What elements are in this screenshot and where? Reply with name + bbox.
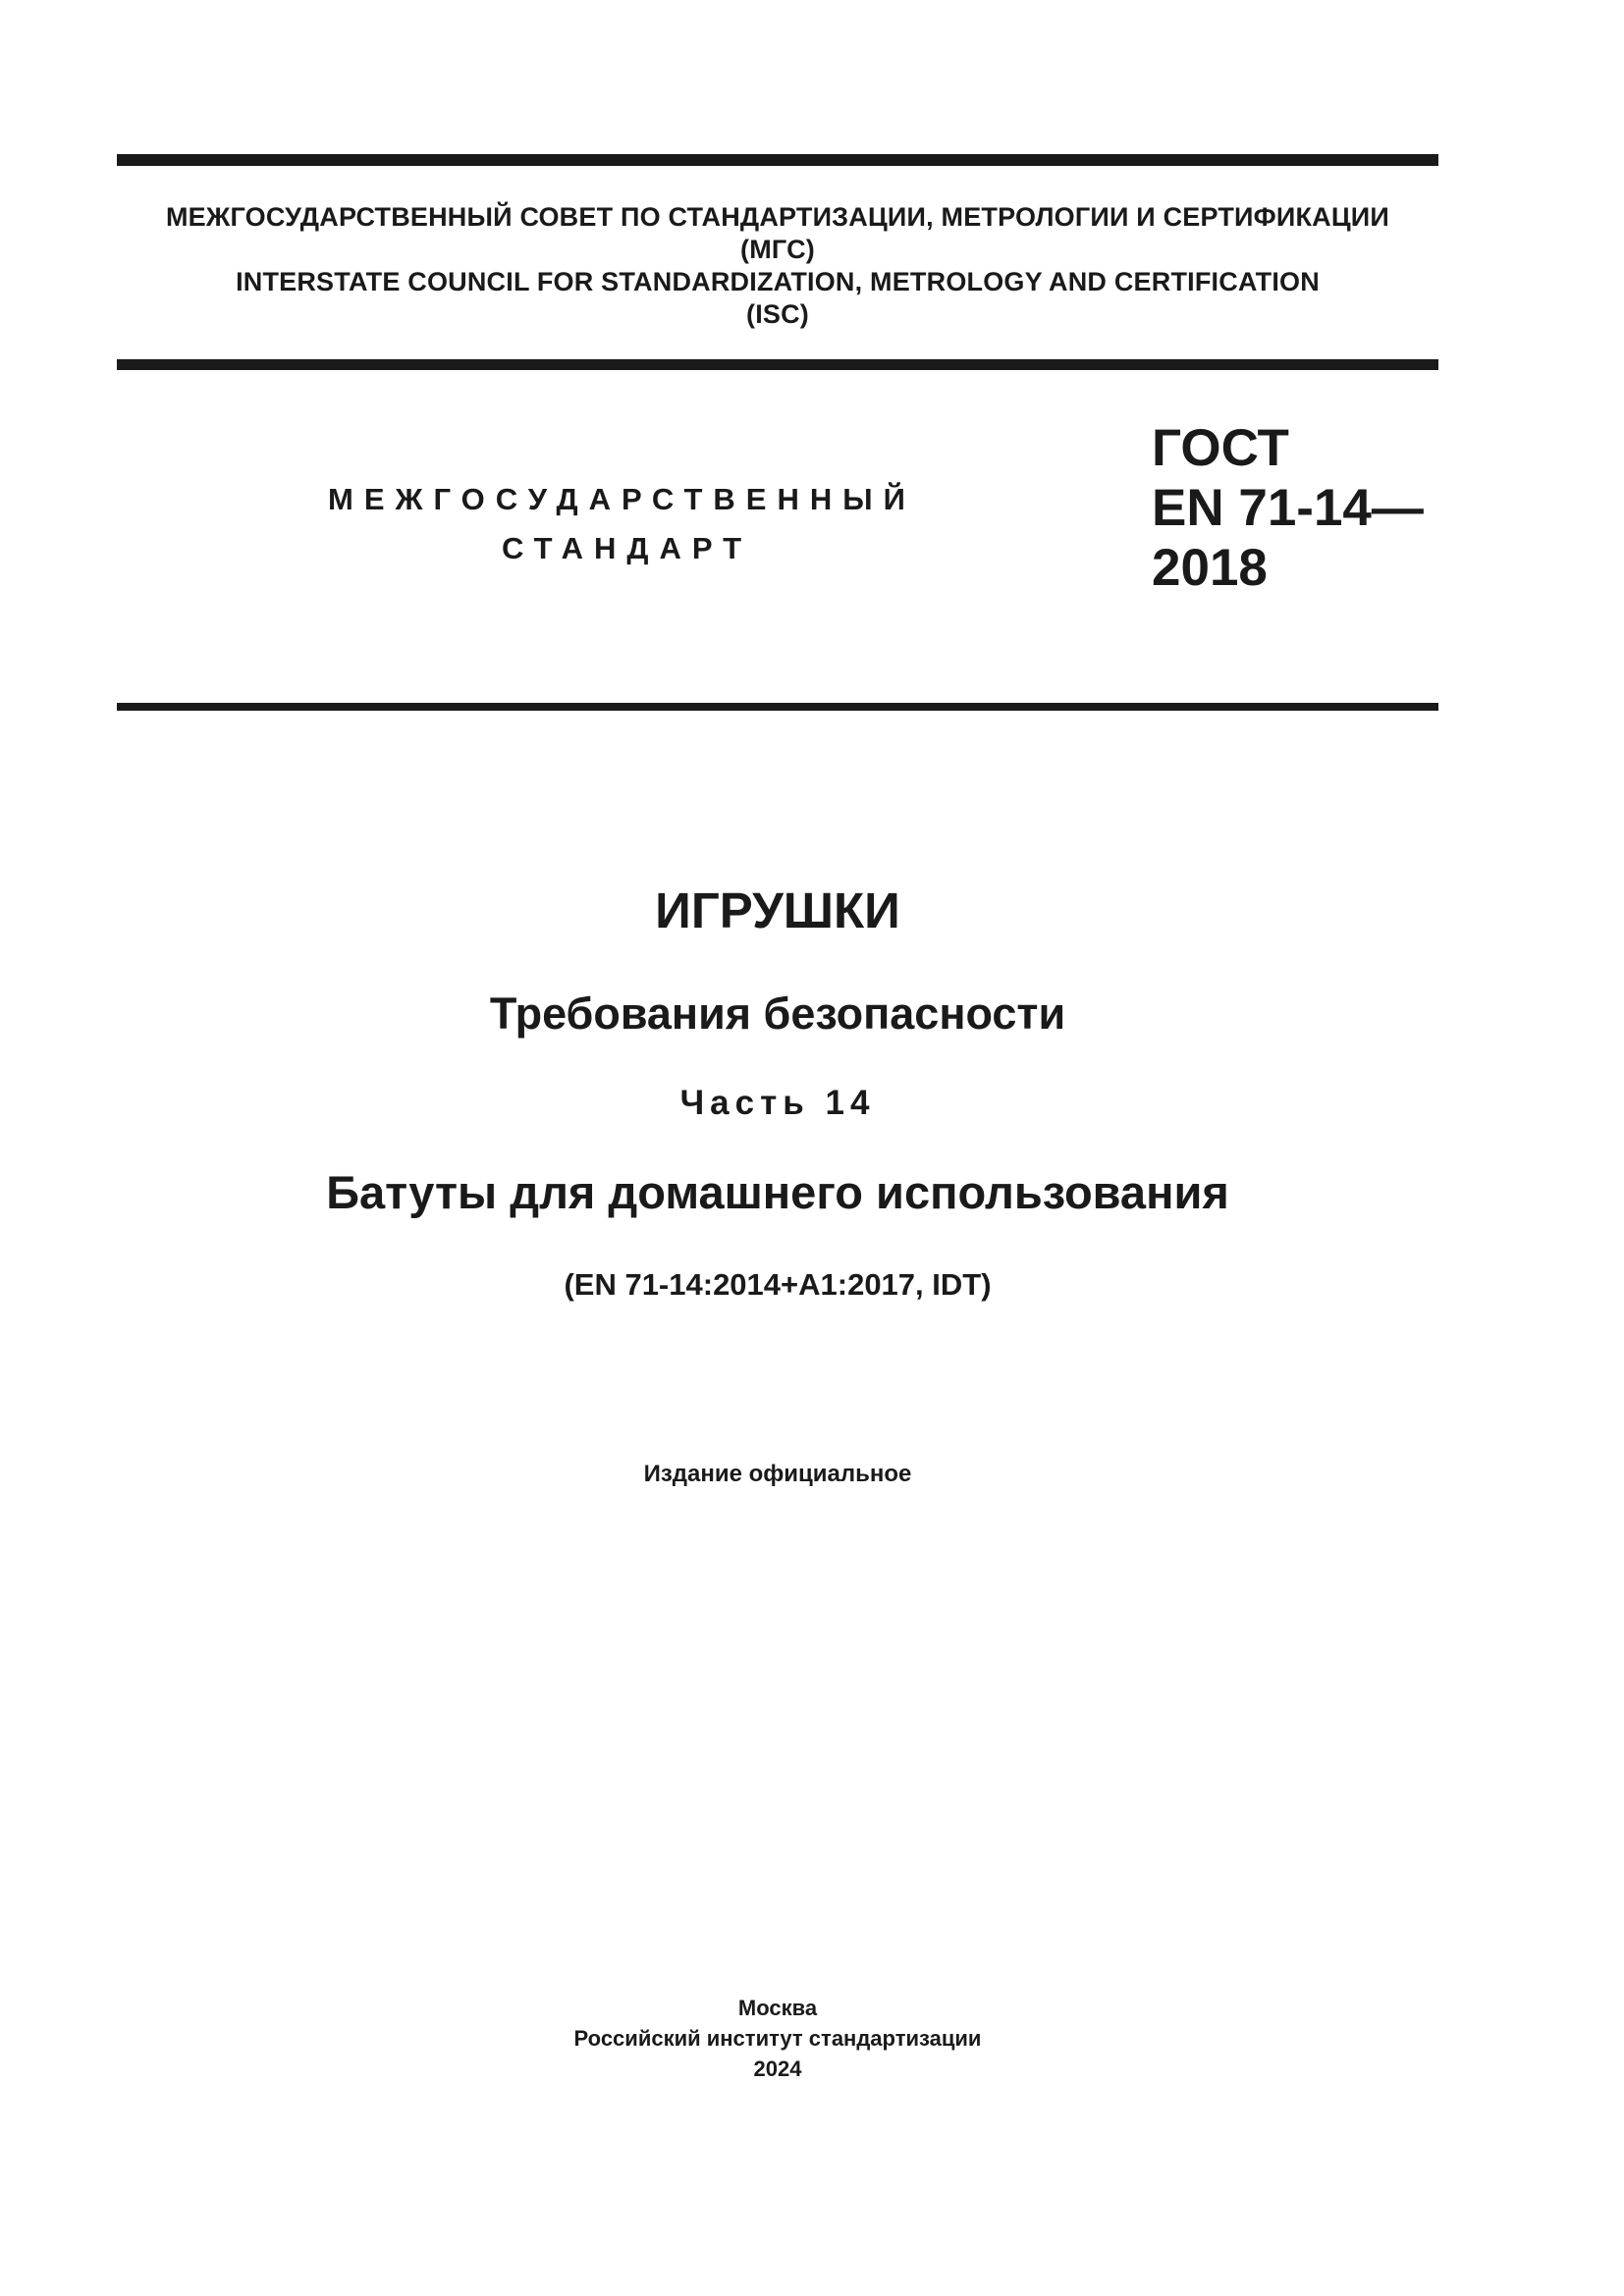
standard-type-line2: СТАНДАРТ [502, 531, 753, 565]
council-abbr-en: (ISC) [746, 299, 809, 329]
standard-type-line1: МЕЖГОСУДАРСТВЕННЫЙ [328, 482, 916, 516]
reference-standard: (EN 71-14:2014+A1:2017, IDT) [564, 1267, 992, 1302]
imprint [117, 1993, 1438, 2084]
header-rule [117, 359, 1438, 370]
document-subtitle: Требования безопасности [489, 988, 1066, 1039]
council-name-ru: МЕЖГОСУДАРСТВЕННЫЙ СОВЕТ ПО СТАНДАРТИЗАЦИИ, МЕТРОЛОГИИ И СЕРТИФИКАЦИИ [165, 202, 1390, 232]
edition-note: Издание официальное [643, 1461, 912, 1487]
designation-line2: EN 71-14— [1152, 479, 1424, 537]
imprint-publisher: Российский институт стандартизации [573, 2026, 982, 2051]
standard-designation [1152, 418, 1424, 598]
council-name-en: INTERSTATE COUNCIL FOR STANDARDIZATION, METROLOGY AND CERTIFICATION [236, 267, 1320, 296]
designation-line1: ГОСТ [1152, 419, 1289, 477]
top-rule [117, 154, 1438, 166]
section-rule [117, 703, 1438, 711]
council-header [117, 201, 1438, 331]
document-title: ИГРУШКИ [655, 882, 900, 938]
council-abbr-ru: (МГС) [740, 235, 815, 264]
part-title: Батуты для домашнего использования [326, 1166, 1229, 1218]
designation-line3: 2018 [1152, 539, 1268, 597]
imprint-year: 2024 [753, 2056, 802, 2081]
part-number: Часть 14 [679, 1084, 876, 1122]
imprint-city: Москва [737, 1996, 818, 2020]
